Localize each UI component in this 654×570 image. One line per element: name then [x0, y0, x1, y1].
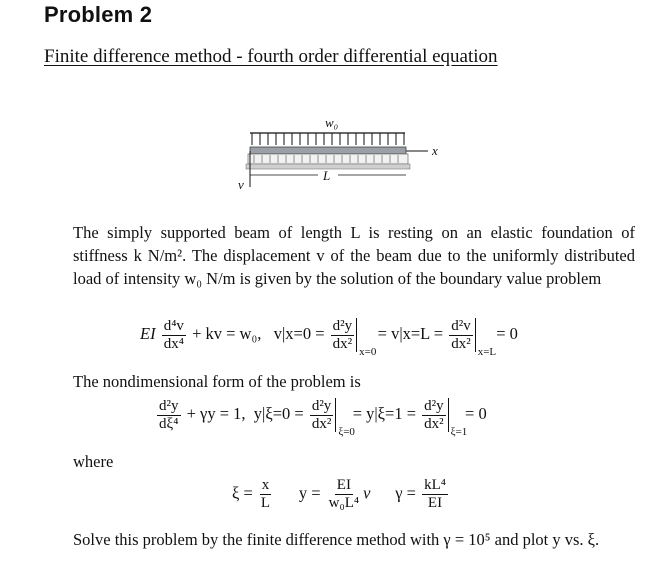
eq1-middle: + kv = w₀, [192, 323, 262, 343]
governing-equation [140, 317, 518, 358]
load-label: w₀ [325, 115, 339, 130]
task-statement: Solve this problem by the finite difference method with γ = 10⁵ and plot y vs. ξ. [73, 530, 600, 549]
elastic-foundation [248, 154, 408, 164]
problem-subtitle: Finite difference method - fourth order differential equation [44, 46, 498, 67]
eq2-end: = 0 [465, 403, 487, 423]
eq1-d2y-fraction: $\frac{\text{d²y}}{\text{dx²}}$ [332, 317, 353, 352]
problem-title: Problem 2 [44, 2, 153, 27]
d4v-fraction: $\frac{\text{d⁴v}}{\text{dx⁴}}$ [163, 317, 184, 352]
eq1-d2v-fraction: $\frac{\text{d²v}}{\text{dx²}}$ [451, 317, 471, 352]
eq2-d2y-fraction: $\frac{\text{d²y}}{\text{dx²}}$ [311, 397, 332, 432]
eq1-end: = 0 [496, 323, 518, 343]
where-label: where [73, 452, 114, 471]
y-fraction: $\frac{EI}{\text{w₀L⁴}}$ [328, 477, 360, 511]
eq2-bc2: = y|ξ=1 = [352, 403, 417, 423]
beam-figure [210, 105, 470, 205]
xi-definition-lhs: ξ = [232, 483, 253, 503]
eq2-eval1: ξ=0 [335, 398, 336, 432]
gamma-fraction: $\frac{\text{kL⁴}}{EI}$ [424, 477, 446, 511]
eq2-bc1: y|ξ=0 = [253, 403, 304, 423]
eq1-bc2: = v|x=L = [377, 323, 444, 343]
eq2-eval2: ξ=1 [448, 398, 449, 432]
eq1-eval2: x=L [475, 318, 476, 352]
nondimensional-intro: The nondimensional form of the problem is [73, 372, 361, 391]
problem-statement: The simply supported beam of length L is resting on an elastic foundation of stiffness k N/m². The displacement v of the beam due to the uniformly distributed load of intensity w₀ N/m is given by the solution of the boundary value problem [73, 223, 635, 288]
length-label: L [323, 168, 331, 183]
gamma-definition-lhs: γ = [395, 483, 416, 503]
d4y-fraction: $\frac{\text{d²y}}{\text{dξ⁴}}$ [159, 397, 179, 432]
x-axis-label: x [432, 143, 438, 158]
load-arrows [252, 133, 404, 145]
eq1-eval1: x=0 [356, 318, 357, 352]
eq2-d2y2-fraction: $\frac{\text{d²y}}{\text{dx²}}$ [424, 397, 444, 432]
nondimensional-equation [155, 397, 487, 438]
definitions-equation [232, 478, 450, 511]
beam [250, 147, 406, 154]
v-axis-label: v [238, 177, 244, 192]
eq2-middle: + γy = 1, [186, 403, 246, 423]
ei-coefficient: EI [140, 323, 156, 343]
xi-fraction: $\frac{x}{L}$ [260, 477, 271, 511]
y-definition-lhs: y = [298, 483, 321, 503]
y-definition-tail: v [363, 483, 371, 503]
eq1-bc1: v|x=0 = [273, 323, 325, 343]
